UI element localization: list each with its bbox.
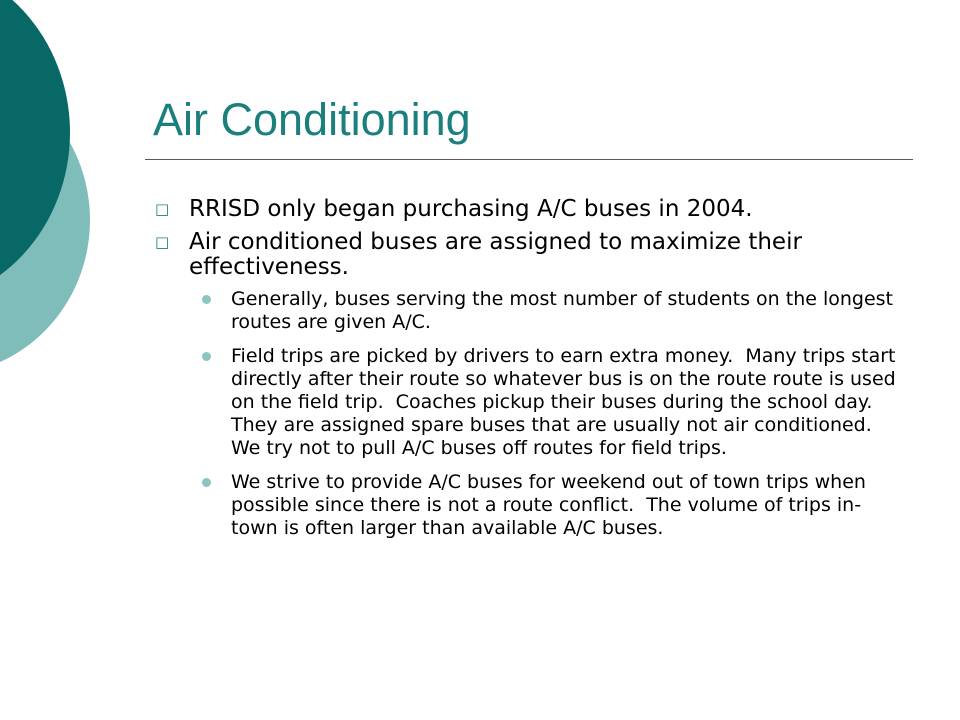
hollow-square-bullet-icon: □	[155, 200, 170, 218]
hollow-square-bullet-icon: □	[155, 233, 170, 251]
sub-bullet-text: Generally, buses serving the most number of students on the longest routes are given A/C.	[231, 288, 900, 333]
sub-bullet-item-3	[197, 471, 905, 540]
slide-body	[155, 197, 905, 551]
bullet-item-2	[155, 230, 905, 540]
sub-bullet-item-1	[197, 288, 905, 334]
title-divider	[145, 159, 913, 160]
sub-bullet-item-2	[197, 345, 905, 460]
filled-circle-bullet-icon	[202, 478, 211, 487]
sub-bullet-text: Field trips are picked by drivers to earn extra money. Many trips start directly after their route so whatever bus is on the route route is used on the field trip. Coaches pickup their buses during the school day. They are assigned spare buses that are usually not air conditioned. We try not to pull A/C buses off routes for field trips.	[231, 345, 902, 459]
bullet-text: RRISD only began purchasing A/C buses in 2004.	[189, 196, 753, 222]
sub-bullet-text: We strive to provide A/C buses for weekend out of town trips when possible since there is not a route conflict. The volume of trips in-town is often larger than available A/C buses.	[231, 471, 872, 539]
bullet-item-1	[155, 197, 905, 222]
slide-title: Air Conditioning	[153, 94, 471, 145]
filled-circle-bullet-icon	[202, 295, 211, 304]
filled-circle-bullet-icon	[202, 352, 211, 361]
bullet-text: Air conditioned buses are assigned to maximize their effectiveness.	[189, 229, 802, 280]
sub-bullet-list	[189, 288, 905, 540]
